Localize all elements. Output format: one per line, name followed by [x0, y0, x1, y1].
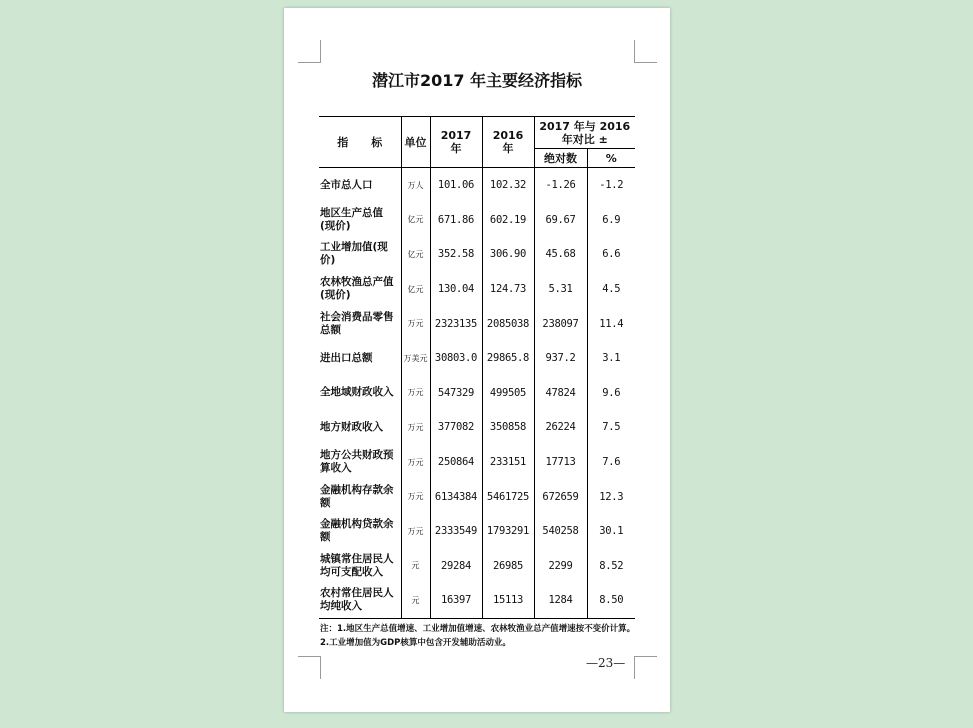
header-comparison: 2017 年与 2016 年对比 ± — [534, 117, 635, 149]
percent-change: 7.6 — [602, 456, 621, 469]
unit-cell: 万元 — [401, 376, 430, 411]
value-2017: 352.58 — [430, 237, 482, 272]
value-2017: 101.06 — [430, 168, 482, 203]
table-row — [319, 306, 635, 341]
unit-cell: 亿元 — [401, 237, 430, 272]
header-indicator: 指 标 — [319, 117, 401, 168]
value-2016: 5461725 — [482, 479, 534, 514]
economic-indicators-table — [319, 116, 635, 619]
table-row — [319, 410, 635, 445]
value-2017: 29284 — [430, 549, 482, 584]
absolute-change: -1.26 — [534, 168, 587, 203]
value-2017: 2323135 — [430, 306, 482, 341]
percent-change: 6.9 — [602, 213, 621, 226]
absolute-change: 672659 — [534, 479, 587, 514]
indicator-name: 农村常住居民人 均纯收入 — [319, 583, 401, 618]
indicator-name: 农林牧渔总产值 (现价) — [319, 272, 401, 307]
crop-mark-bottom-right — [634, 656, 657, 679]
indicator-name: 工业增加值(现 价) — [319, 237, 401, 272]
unit-cell: 万元 — [401, 445, 430, 480]
percent-change: 30.1 — [599, 525, 624, 538]
value-2017: 671.86 — [430, 203, 482, 238]
absolute-change: 26224 — [534, 410, 587, 445]
unit-cell: 元 — [401, 583, 430, 618]
percent-change: 3.1 — [602, 352, 621, 365]
absolute-change: 47824 — [534, 376, 587, 411]
absolute-change: 17713 — [534, 445, 587, 480]
value-2016: 499505 — [482, 376, 534, 411]
value-2016: 350858 — [482, 410, 534, 445]
indicator-name: 金融机构存款余 额 — [319, 479, 401, 514]
header-unit: 单位 — [401, 117, 430, 168]
value-2016: 233151 — [482, 445, 534, 480]
table-row — [319, 168, 635, 203]
table-row — [319, 445, 635, 480]
value-2016: 15113 — [482, 583, 534, 618]
percent-change: -1.2 — [587, 168, 635, 203]
footnote: 注：1.地区生产总值增速、工业增加值增速、农林牧渔业总产值增速按不变价计算。2.工业增加值为GDP核算中包含开发辅助活动业。 — [320, 624, 636, 648]
value-2016: 2085038 — [482, 306, 534, 341]
unit-cell: 万人 — [401, 168, 430, 203]
indicator-name: 金融机构贷款余 额 — [319, 514, 401, 549]
unit-cell: 万元 — [401, 306, 430, 341]
indicator-name: 地区生产总值 (现价) — [319, 203, 401, 238]
value-2016: 602.19 — [482, 203, 534, 238]
value-2016: 102.32 — [482, 168, 534, 203]
header-percent: % — [587, 149, 635, 168]
unit-cell: 万美元 — [401, 341, 430, 376]
absolute-change: 238097 — [534, 306, 587, 341]
value-2017: 2333549 — [430, 514, 482, 549]
absolute-change: 45.68 — [534, 237, 587, 272]
value-2016: 306.90 — [482, 237, 534, 272]
value-2017: 16397 — [430, 583, 482, 618]
unit-cell: 万元 — [401, 514, 430, 549]
table-row — [319, 341, 635, 376]
absolute-change: 69.67 — [534, 203, 587, 238]
percent-change: 4.5 — [602, 283, 621, 296]
table-row — [319, 479, 635, 514]
absolute-change: 1284 — [534, 583, 587, 618]
value-2017: 250864 — [430, 445, 482, 480]
table-body — [319, 168, 635, 619]
value-2017: 547329 — [430, 376, 482, 411]
header-2017: 2017 年 — [430, 117, 482, 168]
crop-mark-top-right — [634, 40, 657, 63]
unit-cell: 万元 — [401, 410, 430, 445]
indicator-name: 社会消费品零售 总额 — [319, 306, 401, 341]
value-2016: 26985 — [482, 549, 534, 584]
unit-cell: 亿元 — [401, 272, 430, 307]
value-2017: 6134384 — [430, 479, 482, 514]
percent-change: 11.4 — [599, 317, 624, 330]
absolute-change: 937.2 — [534, 341, 587, 376]
value-2016: 124.73 — [482, 272, 534, 307]
table-row — [319, 549, 635, 584]
percent-change: 12.3 — [599, 490, 624, 503]
table-row — [319, 583, 635, 618]
header-2016: 2016 年 — [482, 117, 534, 168]
unit-cell: 万元 — [401, 479, 430, 514]
page-number: —23— — [586, 656, 626, 670]
header-absolute: 绝对数 — [534, 149, 587, 168]
table-row — [319, 203, 635, 238]
absolute-change: 2299 — [534, 549, 587, 584]
value-2016: 29865.8 — [482, 341, 534, 376]
unit-cell: 元 — [401, 549, 430, 584]
percent-change: 8.52 — [599, 559, 624, 572]
value-2017: 377082 — [430, 410, 482, 445]
percent-change: 7.5 — [602, 421, 621, 434]
table-row — [319, 514, 635, 549]
page-title: 潜江市2017 年主要经济指标 — [371, 71, 583, 90]
percent-change: 6.6 — [602, 248, 621, 261]
indicator-name: 进出口总额 — [319, 341, 401, 376]
indicator-name: 地方公共财政预 算收入 — [319, 445, 401, 480]
absolute-change: 540258 — [534, 514, 587, 549]
value-2016: 1793291 — [482, 514, 534, 549]
indicator-name: 地方财政收入 — [319, 410, 401, 445]
document-page — [284, 8, 670, 712]
percent-change: 9.6 — [602, 386, 621, 399]
table-row — [319, 237, 635, 272]
absolute-change: 5.31 — [534, 272, 587, 307]
unit-cell: 亿元 — [401, 203, 430, 238]
indicator-name: 全地域财政收入 — [319, 376, 401, 411]
indicator-name: 城镇常住居民人 均可支配收入 — [319, 549, 401, 584]
crop-mark-bottom-left — [298, 656, 321, 679]
value-2017: 30803.0 — [430, 341, 482, 376]
value-2017: 130.04 — [430, 272, 482, 307]
percent-change: 8.50 — [587, 583, 635, 618]
table-row — [319, 272, 635, 307]
crop-mark-top-left — [298, 40, 321, 63]
table-row — [319, 376, 635, 411]
indicator-name: 全市总人口 — [319, 168, 401, 203]
